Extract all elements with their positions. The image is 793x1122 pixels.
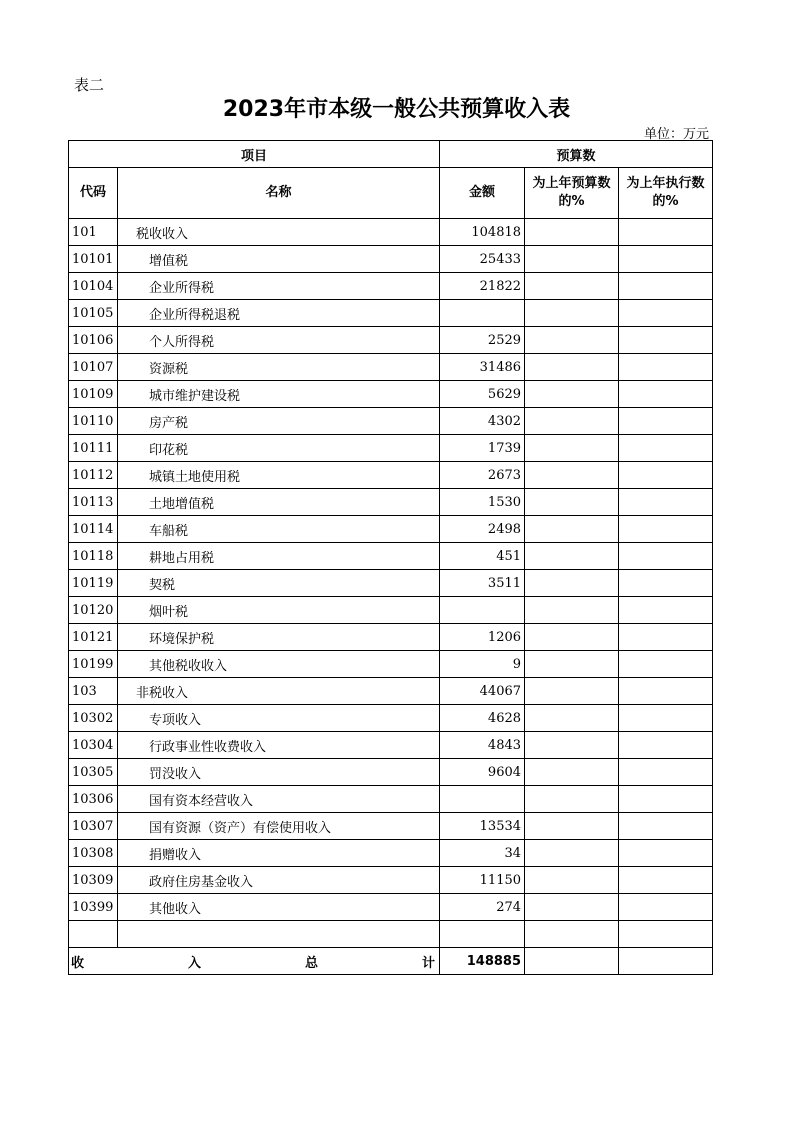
total-label-char: 入 xyxy=(188,955,202,971)
row-amount: 4302 xyxy=(440,408,525,435)
row-amount: 5629 xyxy=(440,381,525,408)
row-code: 10308 xyxy=(69,840,118,867)
row-code: 10304 xyxy=(69,732,118,759)
row-code: 10107 xyxy=(69,354,118,381)
row-code: 10309 xyxy=(69,867,118,894)
table-row xyxy=(69,219,713,246)
row-pct-prev-budget xyxy=(525,786,619,813)
row-pct-prev-exec xyxy=(619,408,713,435)
row-name: 国有资本经营收入 xyxy=(118,786,440,813)
table-row xyxy=(69,678,713,705)
total-pct-prev-budget xyxy=(525,948,619,975)
row-pct-prev-exec xyxy=(619,624,713,651)
table-row xyxy=(69,381,713,408)
table-row xyxy=(69,759,713,786)
row-name: 个人所得税 xyxy=(118,327,440,354)
row-amount: 2673 xyxy=(440,462,525,489)
row-code: 10118 xyxy=(69,543,118,570)
row-pct-prev-exec xyxy=(619,273,713,300)
row-name: 罚没收入 xyxy=(118,759,440,786)
row-pct-prev-budget xyxy=(525,651,619,678)
row-code: 10110 xyxy=(69,408,118,435)
table-row xyxy=(69,651,713,678)
table-row xyxy=(69,705,713,732)
row-pct-prev-budget xyxy=(525,705,619,732)
table-row xyxy=(69,516,713,543)
table-row xyxy=(69,435,713,462)
row-code: 10101 xyxy=(69,246,118,273)
row-pct-prev-exec xyxy=(619,867,713,894)
header-amount: 金额 xyxy=(440,168,525,219)
row-code: 10302 xyxy=(69,705,118,732)
row-amount: 44067 xyxy=(440,678,525,705)
row-name: 非税收入 xyxy=(118,678,440,705)
row-pct-prev-exec xyxy=(619,543,713,570)
row-name: 契税 xyxy=(118,570,440,597)
row-pct-prev-exec xyxy=(619,381,713,408)
table-row xyxy=(69,840,713,867)
row-amount: 4628 xyxy=(440,705,525,732)
row-pct-prev-budget xyxy=(525,759,619,786)
table-row xyxy=(69,570,713,597)
row-name: 捐赠收入 xyxy=(118,840,440,867)
row-pct-prev-budget xyxy=(525,840,619,867)
row-amount: 2498 xyxy=(440,516,525,543)
row-pct-prev-budget xyxy=(525,570,619,597)
row-code: 10307 xyxy=(69,813,118,840)
row-name: 其他税收收入 xyxy=(118,651,440,678)
total-label-char: 计 xyxy=(422,955,436,971)
row-name: 企业所得税退税 xyxy=(118,300,440,327)
row-pct-prev-exec xyxy=(619,894,713,921)
total-amount: 148885 xyxy=(440,948,525,975)
row-amount: 274 xyxy=(440,894,525,921)
table-row xyxy=(69,354,713,381)
header-pct-prev-exec: 为上年执行数的% xyxy=(619,168,713,219)
header-budget: 预算数 xyxy=(440,141,713,168)
row-pct-prev-budget xyxy=(525,597,619,624)
row-amount: 31486 xyxy=(440,354,525,381)
row-pct-prev-exec xyxy=(619,516,713,543)
row-pct-prev-exec xyxy=(619,759,713,786)
row-pct-prev-budget xyxy=(525,354,619,381)
row-pct-prev-budget xyxy=(525,435,619,462)
table-row xyxy=(69,786,713,813)
row-pct-prev-exec xyxy=(619,678,713,705)
row-pct-prev-budget xyxy=(525,543,619,570)
row-name: 耕地占用税 xyxy=(118,543,440,570)
row-amount: 104818 xyxy=(440,219,525,246)
total-label xyxy=(69,948,440,975)
table-row xyxy=(69,921,713,948)
row-code: 10112 xyxy=(69,462,118,489)
row-name xyxy=(118,921,440,948)
row-pct-prev-budget xyxy=(525,921,619,948)
row-name: 烟叶税 xyxy=(118,597,440,624)
row-pct-prev-exec xyxy=(619,840,713,867)
row-amount: 1530 xyxy=(440,489,525,516)
row-pct-prev-exec xyxy=(619,732,713,759)
row-amount: 1739 xyxy=(440,435,525,462)
row-code: 10119 xyxy=(69,570,118,597)
row-amount: 3511 xyxy=(440,570,525,597)
row-pct-prev-exec xyxy=(619,246,713,273)
row-amount: 25433 xyxy=(440,246,525,273)
header-name: 名称 xyxy=(118,168,440,219)
row-amount xyxy=(440,597,525,624)
row-pct-prev-budget xyxy=(525,381,619,408)
row-amount: 4843 xyxy=(440,732,525,759)
row-pct-prev-budget xyxy=(525,219,619,246)
row-amount: 451 xyxy=(440,543,525,570)
row-amount: 21822 xyxy=(440,273,525,300)
header-project: 项目 xyxy=(69,141,440,168)
table-row xyxy=(69,894,713,921)
row-pct-prev-exec xyxy=(619,435,713,462)
row-code: 10111 xyxy=(69,435,118,462)
row-pct-prev-budget xyxy=(525,894,619,921)
total-row xyxy=(69,948,713,975)
row-name: 城市维护建设税 xyxy=(118,381,440,408)
header-code: 代码 xyxy=(69,168,118,219)
row-pct-prev-budget xyxy=(525,867,619,894)
row-name: 土地增值税 xyxy=(118,489,440,516)
row-name: 增值税 xyxy=(118,246,440,273)
row-pct-prev-exec xyxy=(619,462,713,489)
page-title: 2023年市本级一般公共预算收入表 xyxy=(222,97,571,122)
header-pct-prev-budget: 为上年预算数的% xyxy=(525,168,619,219)
table-row xyxy=(69,597,713,624)
row-name: 房产税 xyxy=(118,408,440,435)
row-name: 城镇土地使用税 xyxy=(118,462,440,489)
row-code: 10305 xyxy=(69,759,118,786)
row-pct-prev-budget xyxy=(525,489,619,516)
row-pct-prev-exec xyxy=(619,705,713,732)
row-pct-prev-budget xyxy=(525,273,619,300)
row-name: 专项收入 xyxy=(118,705,440,732)
row-pct-prev-budget xyxy=(525,516,619,543)
row-amount: 13534 xyxy=(440,813,525,840)
row-amount: 2529 xyxy=(440,327,525,354)
row-pct-prev-budget xyxy=(525,327,619,354)
row-pct-prev-exec xyxy=(619,786,713,813)
table-row xyxy=(69,327,713,354)
row-code: 10104 xyxy=(69,273,118,300)
row-amount: 9604 xyxy=(440,759,525,786)
row-pct-prev-budget xyxy=(525,813,619,840)
row-code: 10306 xyxy=(69,786,118,813)
row-code: 10109 xyxy=(69,381,118,408)
row-amount: 1206 xyxy=(440,624,525,651)
row-pct-prev-budget xyxy=(525,678,619,705)
row-pct-prev-budget xyxy=(525,732,619,759)
table-row xyxy=(69,273,713,300)
row-pct-prev-exec xyxy=(619,597,713,624)
total-label-char: 收 xyxy=(71,955,85,971)
row-code: 101 xyxy=(69,219,118,246)
row-name: 其他收入 xyxy=(118,894,440,921)
table-row xyxy=(69,489,713,516)
row-pct-prev-exec xyxy=(619,327,713,354)
table-row xyxy=(69,543,713,570)
row-name: 国有资源（资产）有偿使用收入 xyxy=(118,813,440,840)
row-pct-prev-exec xyxy=(619,219,713,246)
row-pct-prev-budget xyxy=(525,300,619,327)
row-pct-prev-exec xyxy=(619,489,713,516)
table-row xyxy=(69,813,713,840)
row-name: 资源税 xyxy=(118,354,440,381)
row-name: 行政事业性收费收入 xyxy=(118,732,440,759)
row-amount xyxy=(440,300,525,327)
row-pct-prev-exec xyxy=(619,813,713,840)
row-code: 10121 xyxy=(69,624,118,651)
total-pct-prev-exec xyxy=(619,948,713,975)
row-code: 103 xyxy=(69,678,118,705)
table-row xyxy=(69,624,713,651)
table-row xyxy=(69,732,713,759)
table-body xyxy=(69,219,713,948)
row-amount: 34 xyxy=(440,840,525,867)
row-code: 10399 xyxy=(69,894,118,921)
row-amount xyxy=(440,921,525,948)
row-pct-prev-exec xyxy=(619,300,713,327)
row-amount: 11150 xyxy=(440,867,525,894)
row-amount xyxy=(440,786,525,813)
row-name: 税收收入 xyxy=(118,219,440,246)
row-name: 印花税 xyxy=(118,435,440,462)
row-name: 车船税 xyxy=(118,516,440,543)
table-label: 表二 xyxy=(74,76,105,94)
unit-label: 单位：万元 xyxy=(643,127,709,142)
row-pct-prev-budget xyxy=(525,624,619,651)
table-row xyxy=(69,300,713,327)
row-name: 环境保护税 xyxy=(118,624,440,651)
row-code: 10106 xyxy=(69,327,118,354)
row-pct-prev-budget xyxy=(525,462,619,489)
table-row xyxy=(69,246,713,273)
row-pct-prev-budget xyxy=(525,246,619,273)
row-code: 10113 xyxy=(69,489,118,516)
total-label-char: 总 xyxy=(305,955,319,971)
row-name: 政府住房基金收入 xyxy=(118,867,440,894)
row-pct-prev-exec xyxy=(619,354,713,381)
row-pct-prev-budget xyxy=(525,408,619,435)
table-row xyxy=(69,462,713,489)
row-code: 10120 xyxy=(69,597,118,624)
row-pct-prev-exec xyxy=(619,570,713,597)
table-row xyxy=(69,867,713,894)
row-pct-prev-exec xyxy=(619,651,713,678)
row-code: 10105 xyxy=(69,300,118,327)
row-amount: 9 xyxy=(440,651,525,678)
row-name: 企业所得税 xyxy=(118,273,440,300)
row-code xyxy=(69,921,118,948)
row-pct-prev-exec xyxy=(619,921,713,948)
revenue-table xyxy=(68,140,713,975)
table-row xyxy=(69,408,713,435)
row-code: 10114 xyxy=(69,516,118,543)
row-code: 10199 xyxy=(69,651,118,678)
